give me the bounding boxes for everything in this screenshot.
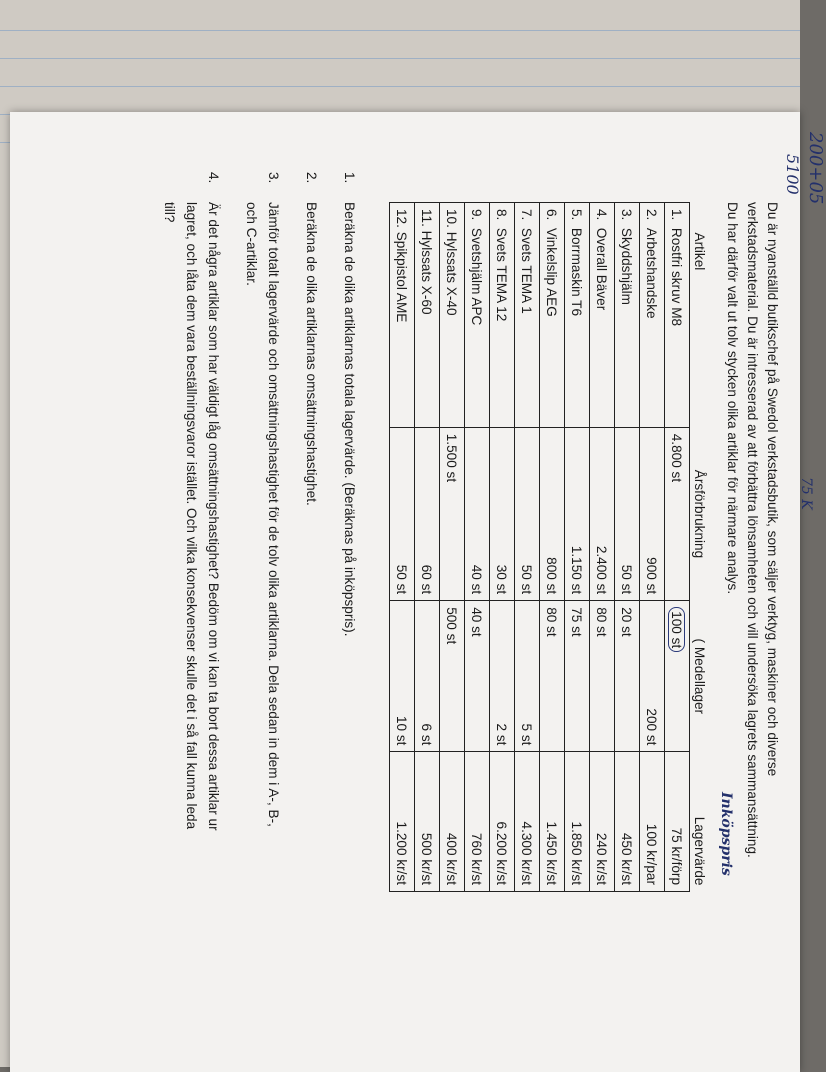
question-item: [338, 172, 360, 852]
cell-medellager: 80 st: [590, 601, 615, 752]
cell-arsforbrukning: 800 st: [540, 427, 565, 600]
cell-artikel: 12. Spikpistol AME: [390, 203, 415, 428]
cell-artikel: 5. Borrmaskin T6: [565, 203, 590, 428]
cell-lagervarde: 400 kr/st: [440, 752, 465, 892]
cell-medellager: 80 st: [540, 601, 565, 752]
question-text: Jämför totalt lagervärde och omsättningshastighet för de tolv olika artiklarna. Dela sedan in dem i A-, B-, och C-artiklar.: [244, 202, 281, 827]
cell-arsforbrukning: 30 st: [490, 427, 515, 600]
question-text: Beräkna de olika artiklarnas totala lagervärde. (Beräknas på inköpspris).: [342, 202, 357, 637]
cell-arsforbrukning: 1.500 st: [440, 427, 465, 600]
header-medellager: ( Medellager: [692, 638, 707, 715]
question-list: [142, 172, 360, 852]
question-item: [240, 172, 284, 852]
table-row: [590, 203, 615, 892]
cell-arsforbrukning: 1.150 st: [565, 427, 590, 600]
cell-medellager: 20 st: [615, 601, 640, 752]
cell-arsforbrukning: 50 st: [615, 427, 640, 600]
table-row: [515, 203, 540, 892]
cell-medellager: 2 st: [490, 601, 515, 752]
question-number: 2.: [304, 172, 319, 184]
handwritten-circle: 100 st: [669, 607, 686, 652]
cell-lagervarde: 1.450 kr/st: [540, 752, 565, 892]
cell-medellager: 40 st: [465, 601, 490, 752]
cell-lagervarde: 500 kr/st: [415, 752, 440, 892]
cell-lagervarde: 1.200 kr/st: [390, 752, 415, 892]
assignment-sheet: [10, 112, 826, 1072]
table-row: [540, 203, 565, 892]
cell-medellager: 10 st: [390, 601, 415, 752]
cell-artikel: 2. Arbetshandske: [640, 203, 665, 428]
cell-artikel: 6. Vinkelslip AEG: [540, 203, 565, 428]
cell-lagervarde: 100 kr/par: [640, 752, 665, 892]
cell-arsforbrukning: 4.800 st: [665, 427, 690, 600]
cell-lagervarde: 240 kr/st: [590, 752, 615, 892]
cell-medellager: 5 st: [515, 601, 540, 752]
table-row: [640, 203, 665, 892]
table-row: [390, 203, 415, 892]
cell-lagervarde: 4.300 kr/st: [515, 752, 540, 892]
cell-artikel: 3. Skyddshjälm: [615, 203, 640, 428]
cell-lagervarde: 75 kr/förp: [665, 752, 690, 892]
handwritten-note-second: 5100: [783, 154, 802, 195]
cell-medellager: [665, 601, 690, 752]
question-number: 1.: [342, 172, 357, 184]
cell-medellager: 75 st: [565, 601, 590, 752]
question-text: Är det några artiklar som har väldigt låg omsättningshastighet? Bedöm om vi kan ta bort dessa artiklar ur lagret, och låta dem vara beställningsvaror istället. Och vilka konsekvenser skulle det i så fall kunna leda till?: [162, 202, 221, 831]
cell-arsforbrukning: 50 st: [515, 427, 540, 600]
table-header-row: [690, 203, 709, 892]
question-item: [158, 172, 224, 852]
handwritten-note-inkopspris: Inköpspris: [718, 792, 734, 876]
table-row: [465, 203, 490, 892]
table-row: [415, 203, 440, 892]
cell-artikel: 11. Hylssats X-60: [415, 203, 440, 428]
header-lagervarde: Lagervärde: [692, 816, 707, 886]
cell-artikel: 9. Svetshjälm APC: [465, 203, 490, 428]
question-item: [300, 172, 322, 852]
cell-medellager: 500 st: [440, 601, 465, 752]
cell-artikel: 10. Hylssats X-40: [440, 203, 465, 428]
cell-arsforbrukning: 60 st: [415, 427, 440, 600]
cell-arsforbrukning: 900 st: [640, 427, 665, 600]
table-row: [440, 203, 465, 892]
header-artikel: Artikel: [692, 232, 707, 271]
inventory-table: [389, 202, 708, 892]
intro-paragraph: Du är nyanställd butikschef på Swedol verkstadsbutik, som säljer verktyg, maskiner och diverse verkstadsmaterial. Du är intresserad av att förbättra lönsamheten och vill undersöka lagrets sammansättning. Du har därför valt ut tolv stycken olika artiklar för närmare analys.: [725, 202, 781, 858]
cell-artikel: 7. Svets TEMA 1: [515, 203, 540, 428]
cell-arsforbrukning: 2.400 st: [590, 427, 615, 600]
cell-arsforbrukning: 40 st: [465, 427, 490, 600]
question-number: 3.: [266, 172, 281, 184]
cell-lagervarde: 1.850 kr/st: [565, 752, 590, 892]
cell-artikel: 1. Rostfri skruv M8: [665, 203, 690, 428]
header-arsforbrukning: Årsförbrukning: [692, 469, 707, 559]
question-number: 4.: [206, 172, 221, 184]
cell-medellager: 6 st: [415, 601, 440, 752]
handwritten-note-top: 200+05: [805, 132, 826, 205]
cell-arsforbrukning: 50 st: [390, 427, 415, 600]
cell-lagervarde: 450 kr/st: [615, 752, 640, 892]
table-row: [665, 203, 690, 892]
cell-artikel: 8. Svets TEMA 12: [490, 203, 515, 428]
cell-lagervarde: 760 kr/st: [465, 752, 490, 892]
cell-lagervarde: 6.200 kr/st: [490, 752, 515, 892]
table-row: [490, 203, 515, 892]
cell-artikel: 4. Overall Bäver: [590, 203, 615, 428]
table-row: [565, 203, 590, 892]
table-row: [615, 203, 640, 892]
question-text: Beräkna de olika artiklarnas omsättningshastighet.: [304, 202, 319, 506]
cell-medellager: 200 st: [640, 601, 665, 752]
handwritten-note-75: 75 K: [798, 477, 814, 510]
